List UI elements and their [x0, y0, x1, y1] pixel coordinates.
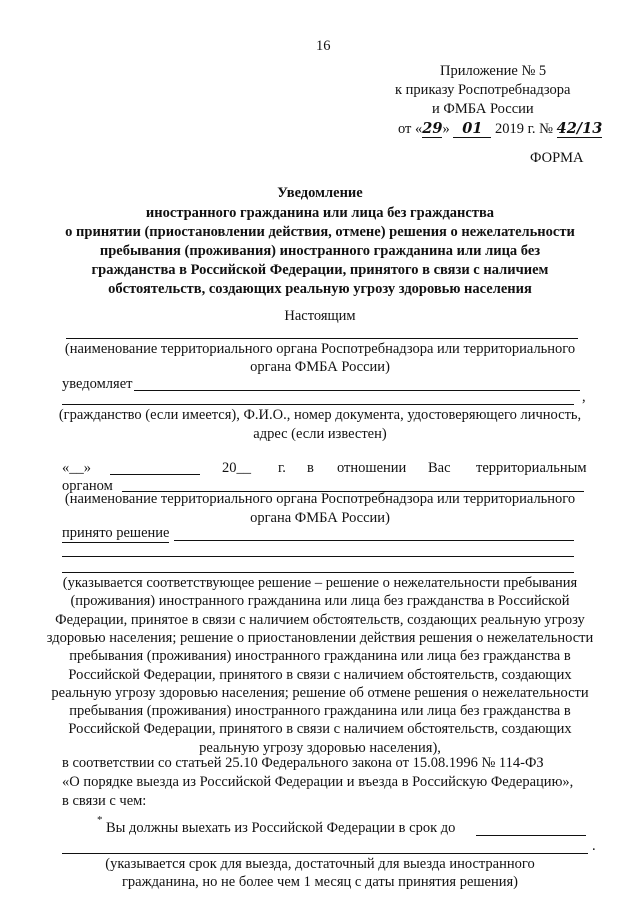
decision-fill-line-2 — [62, 556, 574, 557]
law-line3: в связи с чем: — [62, 793, 147, 809]
term-fill-line — [476, 835, 586, 836]
heading-line1: Уведомление — [277, 185, 363, 201]
hint-term-1: (указывается срок для выезда, достаточный для выезда иностранного — [105, 856, 535, 872]
decision-label: принято решение — [62, 525, 170, 541]
year-20: 20__ — [222, 460, 251, 476]
date-day: 29 — [422, 120, 443, 137]
decision-hint-line: Федерации, принятое в связи с наличием обстоятельств, создающих реальную угрозу — [55, 611, 585, 628]
decision-fill-line-3 — [62, 572, 574, 573]
notifies-fill-line — [134, 390, 580, 391]
appendix-line2: и ФМБА России — [432, 101, 534, 117]
leave-text: Вы должны выехать из Российской Федерации в срок до — [106, 820, 456, 836]
heading-line4: пребывания (проживания) иностранного гражданина или лица без — [99, 243, 541, 259]
date-month: 01 — [453, 120, 491, 138]
law-line1: в соответствии со статьей 25.10 Федерального закона от 15.08.1996 № 114-ФЗ — [62, 755, 544, 771]
date-year: 2019 г. № — [494, 121, 553, 137]
comma: , — [582, 389, 586, 405]
notifies-label: уведомляет — [62, 376, 133, 392]
appendix-date-line — [398, 120, 602, 138]
law-line2: «О порядке выезда из Российской Федерации и въезда в Российскую Федерацию», — [62, 774, 574, 790]
decision-fill-line — [174, 540, 574, 541]
hint-organ-1: (наименование территориального органа Роспотребнадзора или территориального — [64, 341, 576, 357]
end-dot: . — [592, 838, 596, 854]
word-territorialnym: территориальным — [476, 460, 587, 476]
organ-fill-line — [66, 338, 578, 339]
form-label: ФОРМА — [530, 150, 584, 166]
date-mid: » — [442, 121, 450, 137]
date-open: «__» — [62, 460, 91, 476]
intro-word: Настоящим — [284, 308, 356, 324]
hint-person-2: адрес (если известен) — [253, 426, 387, 442]
heading-line5: гражданства в Российской Федерации, принятого в связи с наличием — [91, 262, 549, 278]
decision-hint-line: реальную угрозу здоровью населения), — [199, 739, 441, 756]
page-number: 16 — [316, 38, 331, 54]
order-number: 42/13 — [556, 120, 603, 137]
hint-term-2: гражданина, но не более чем 1 месяц с даты принятия решения) — [121, 874, 519, 890]
word-organom: органом — [62, 478, 113, 494]
heading-line6: обстоятельств, создающих реальную угрозу здоровью населения — [108, 281, 532, 297]
decision-hint-line: пребывания (проживания) иностранного гражданина или лица без гражданства в — [69, 703, 571, 720]
heading-line2: иностранного гражданина или лица без гражданства — [145, 205, 495, 221]
bullet-marker: * — [97, 814, 103, 826]
decision-hint-line: Российской Федерации, принятого в связи с наличием обстоятельств, создающих — [68, 721, 572, 738]
hint-person-1: (гражданство (если имеется), Ф.И.О., номер документа, удостоверяющего личность, — [58, 407, 582, 423]
hint-organ-2: органа ФМБА России) — [250, 359, 390, 375]
hint-organ2-2: органа ФМБА России) — [250, 510, 390, 526]
term-fill-line-2 — [62, 853, 588, 854]
person-fill-line — [62, 404, 574, 405]
word-vas: Вас — [428, 460, 451, 476]
word-v: в — [307, 460, 314, 476]
hint-organ2-1: (наименование территориального органа Роспотребнадзора или территориального — [64, 491, 576, 507]
decision-hint-line: реальную угрозу здоровью населения; решение об отмене решения о нежелательности — [51, 684, 589, 701]
appendix-title: Приложение № 5 — [440, 63, 547, 79]
heading-line3: о принятии (приостановлении действия, отмене) решения о нежелательности — [65, 224, 575, 240]
decision-hint-line: Российской Федерации, принятого в связи с наличием обстоятельств, создающих — [68, 666, 572, 683]
decision-hint-line: (проживания) иностранного гражданина или лица без гражданства в Российской — [70, 593, 570, 610]
appendix-line1: к приказу Роспотребнадзора — [395, 82, 571, 98]
year-g: г. — [278, 460, 286, 476]
month-fill-line — [110, 474, 200, 475]
decision-hint-line: пребывания (проживания) иностранного гражданина или лица без гражданства в — [69, 648, 571, 665]
decision-hint-line: (указывается соответствующее решение – решение о нежелательности пребывания — [62, 575, 578, 591]
word-otnoshenii: отношении — [337, 460, 407, 476]
decision-hint-line: здоровью населения; решение о приостановлении действия решения о нежелательности — [46, 629, 594, 646]
date-prefix: от « — [398, 121, 423, 137]
